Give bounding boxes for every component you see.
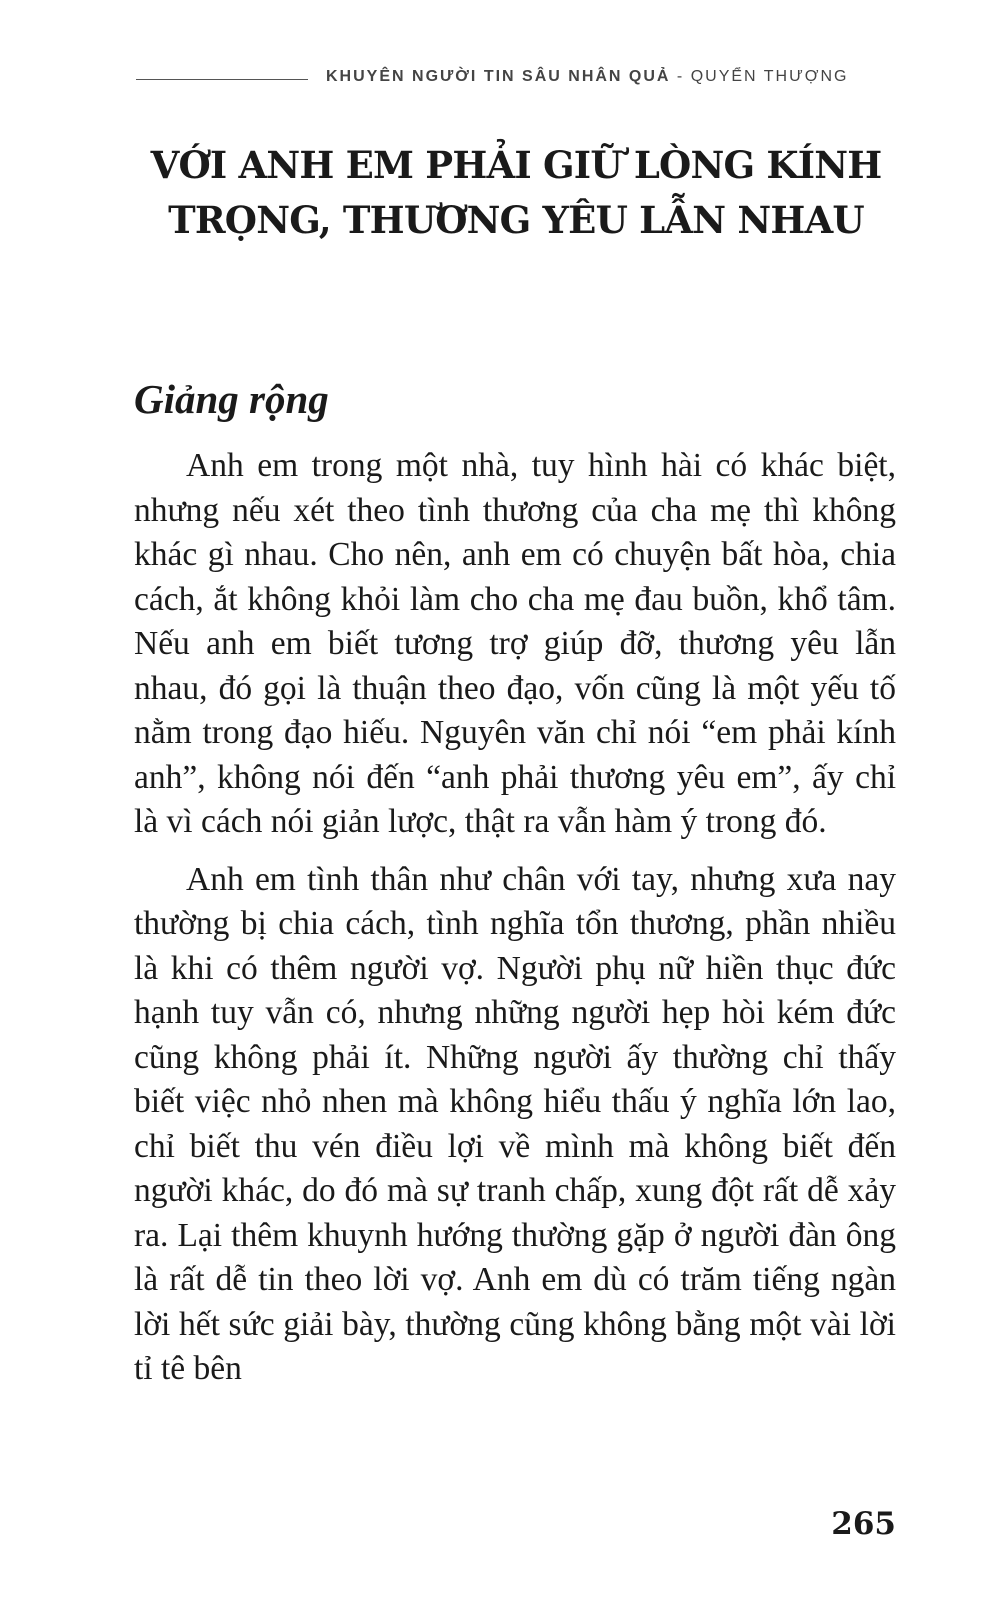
header-book-title: KHUYÊN NGƯỜI TIN SÂU NHÂN QUẢ [326,68,671,85]
section-heading: Giảng rộng [134,376,329,422]
running-header [136,58,900,86]
header-separator: - [670,68,691,85]
page-number: 265 [831,1506,896,1542]
body-text [134,444,896,1405]
header-volume: QUYỂN THƯỢNG [690,68,849,85]
header-rule [136,79,308,80]
paragraph-2: Anh em tình thân như chân với tay, nhưng xưa nay thường bị chia cách, tình nghĩa tổn thương, phần nhiều là khi có thêm người vợ. Người phụ nữ hiền thục đức hạnh tuy vẫn có, nhưng những người hẹp hòi kém đức cũng không phải ít. Những người ấy thường chỉ thấy biết việc nhỏ nhen mà không hiểu thấu ý nghĩa lớn lao, chỉ biết thu vén điều lợi về mình mà không biết đến người khác, do đó mà sự tranh chấp, xung đột rất dễ xảy ra. Lại thêm khuynh hướng thường gặp ở người đàn ông là rất dễ tin theo lời vợ. Anh em dù có trăm tiếng ngàn lời hết sức giải bày, thường cũng không bằng một vài lời tỉ tê bên [134,860,896,1387]
header-text [326,68,848,86]
paragraph-1: Anh em trong một nhà, tuy hình hài có khác biệt, nhưng nếu xét theo tình thương của cha mẹ thì không khác gì nhau. Cho nên, anh em có chuyện bất hòa, chia cách, ắt không khỏi làm cho cha mẹ đau buồn, khổ tâm. Nếu anh em biết tương trợ giúp đỡ, thương yêu lẫn nhau, đó gọi là thuận theo đạo, vốn cũng là một yếu tố nằm trong đạo hiếu. Nguyên văn chỉ nói “em phải kính anh”, không nói đến “anh phải thương yêu em”, ấy chỉ là vì cách nói giản lược, thật ra vẫn hàm ý trong đó. [134,447,896,840]
chapter-title: VỚI ANH EM PHẢI GIỮ LÒNG KÍNH TRỌNG, THƯƠNG YÊU LẪN NHAU [150,143,882,242]
